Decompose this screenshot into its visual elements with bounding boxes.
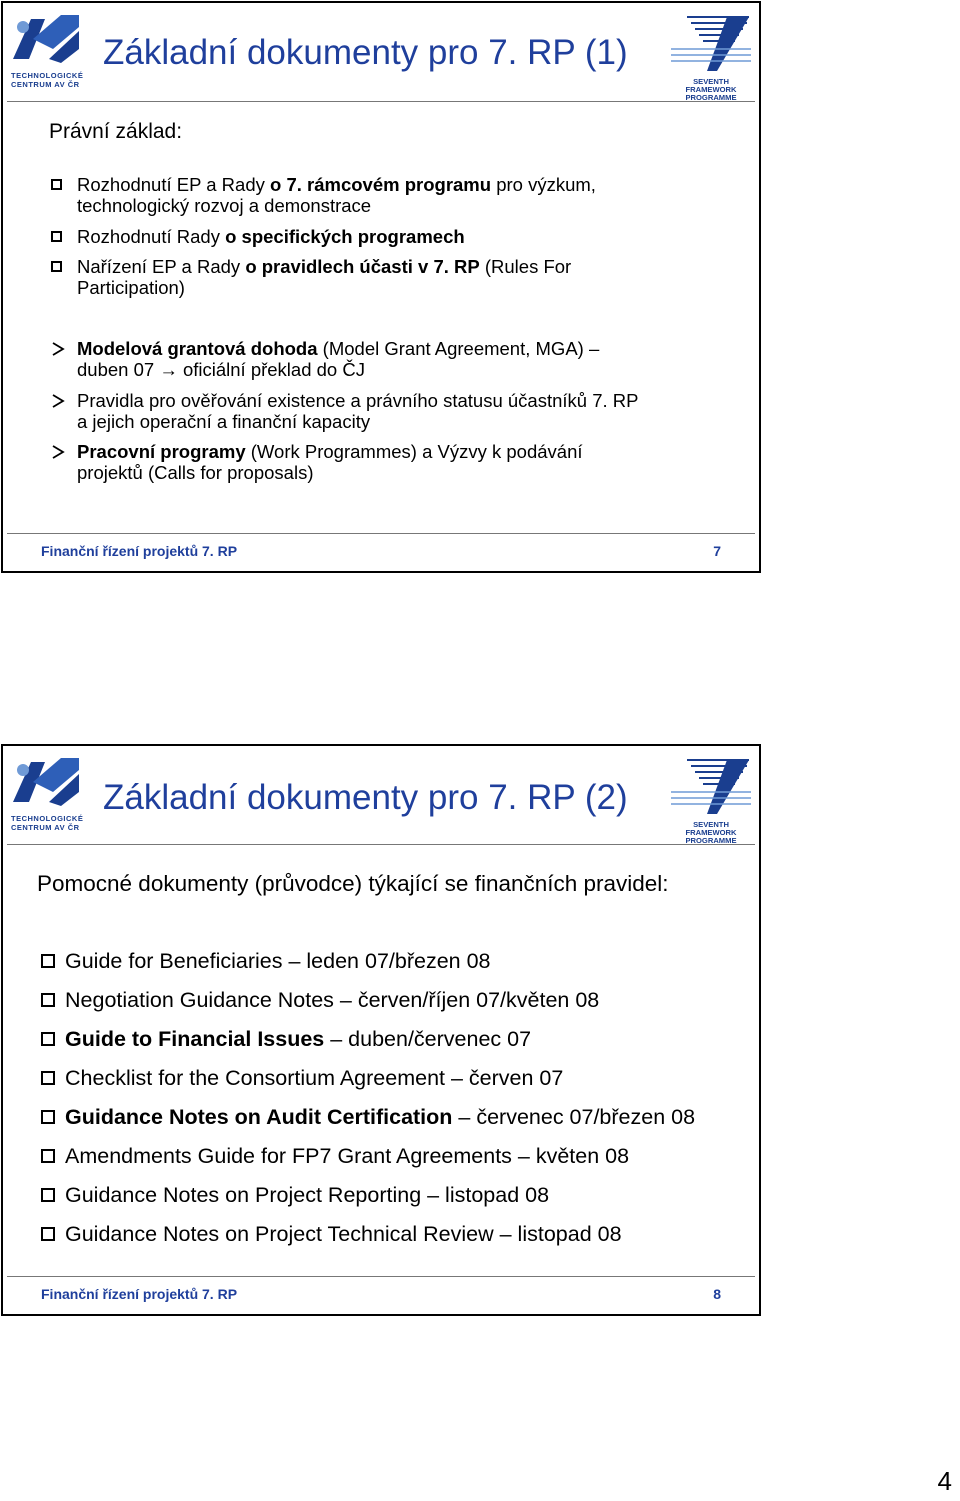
sheet-page-number: 4 xyxy=(937,1466,952,1496)
tc-logo-caption-2: CENTRUM AV ČR xyxy=(11,823,80,832)
tc-logo-caption-1: TECHNOLOGICKÉ xyxy=(11,814,84,823)
item-text: (Work Programmes) a Výzvy k podávání xyxy=(245,441,583,462)
legal-item-1 xyxy=(77,174,596,195)
item-date: – leden 07/březen 08 xyxy=(282,949,491,973)
slide-page-number: 7 xyxy=(713,543,721,559)
legal-item-1-line2: technologický rozvoj a demonstrace xyxy=(77,195,372,216)
guide-item xyxy=(65,1182,549,1208)
fp7-logo-caption-1: SEVENTH FRAMEWORK xyxy=(685,77,737,94)
item-date: – listopad 08 xyxy=(493,1222,622,1246)
item-text: Guidance Notes on Project Technical Review xyxy=(65,1222,494,1246)
item-text: Rozhodnutí Rady xyxy=(77,226,226,247)
technologicke-centrum-logo xyxy=(9,752,85,838)
square-bullet-icon xyxy=(41,1032,55,1046)
document-item-2: Pravidla pro ověřování existence a právního statusu účastníků 7. RP xyxy=(77,390,639,411)
square-bullet-icon xyxy=(41,993,55,1007)
item-text: (Rules For xyxy=(479,256,572,277)
square-bullet-icon xyxy=(41,954,55,968)
item-bold-text: Guidance Notes on Audit Certification xyxy=(65,1105,453,1129)
item-text: Guidance Notes on Project Reporting xyxy=(65,1183,422,1207)
fp7-logo-caption-2: PROGRAMME xyxy=(685,836,737,845)
item-text: Amendments Guide for FP7 Grant Agreements xyxy=(65,1144,512,1168)
footer-rule xyxy=(7,533,755,534)
guide-item xyxy=(65,987,599,1013)
item-text: oficiální překlad do ČJ xyxy=(177,359,365,380)
item-bold-text: Guide to Financial Issues xyxy=(65,1027,325,1051)
square-bullet-icon xyxy=(51,261,62,272)
item-text: Negotiation Guidance Notes xyxy=(65,988,334,1012)
seventh-framework-logo xyxy=(667,11,755,102)
tc-logo-caption-2: CENTRUM AV ČR xyxy=(11,80,80,89)
tc-logo-caption-1: TECHNOLOGICKÉ xyxy=(11,71,84,80)
subtitle: Pomocné dokumenty (průvodce) týkající se finančních pravidel: xyxy=(37,871,669,896)
slide-footer xyxy=(41,1286,721,1302)
document-item-3 xyxy=(77,441,583,462)
item-bold-text: Modelová grantová dohoda xyxy=(77,338,318,359)
slide-page-number: 8 xyxy=(713,1286,721,1302)
square-bullet-icon xyxy=(51,179,62,190)
slide-title: Základní dokumenty pro 7. RP (1) xyxy=(103,33,628,72)
item-text: Nařízení EP a Rady xyxy=(77,256,246,277)
square-bullet-icon xyxy=(41,1110,55,1124)
item-text: (Model Grant Agreement, MGA) – xyxy=(317,338,600,359)
item-date: – červen 07 xyxy=(445,1066,564,1090)
item-date: – listopad 08 xyxy=(421,1183,550,1207)
legal-item-3-line2: Participation) xyxy=(77,277,185,298)
document-item-1 xyxy=(77,338,599,359)
slide-title: Základní dokumenty pro 7. RP (2) xyxy=(103,778,628,817)
document-item-2-line2: a jejich operační a finanční kapacity xyxy=(77,411,371,432)
fp7-logo-mark-icon xyxy=(667,754,755,816)
guide-item xyxy=(65,948,491,974)
slide-footer xyxy=(41,543,721,559)
document-item-1-line2 xyxy=(77,359,365,380)
arrow-bullet-icon xyxy=(51,445,65,459)
guide-item xyxy=(65,1221,622,1247)
item-text: Checklist for the Consortium Agreement xyxy=(65,1066,445,1090)
tc-logo-mark-icon xyxy=(9,9,83,71)
square-bullet-icon xyxy=(41,1071,55,1085)
guide-item xyxy=(65,1026,531,1052)
item-date: – červen/říjen 07/květen 08 xyxy=(333,988,600,1012)
slide-1 xyxy=(1,1,761,573)
header-rule xyxy=(7,101,755,102)
guide-item xyxy=(65,1065,563,1091)
legal-item-2 xyxy=(77,226,465,247)
technologicke-centrum-logo xyxy=(9,9,85,95)
legal-item-3 xyxy=(77,256,571,277)
header-rule xyxy=(7,844,755,845)
item-bold-text: o specifických programech xyxy=(225,226,465,247)
square-bullet-icon xyxy=(41,1188,55,1202)
item-text: Rozhodnutí EP a Rady xyxy=(77,174,271,195)
footer-text: Finanční řízení projektů 7. RP xyxy=(41,1286,238,1302)
seventh-framework-logo xyxy=(667,754,755,845)
footer-text: Finanční řízení projektů 7. RP xyxy=(41,543,238,559)
fp7-logo-caption-2: PROGRAMME xyxy=(685,93,737,102)
item-text: duben 07 xyxy=(77,359,160,380)
item-bold-text: o 7. rámcovém programu xyxy=(270,174,492,195)
arrow-bullet-icon xyxy=(51,342,65,356)
document-item-3-line2: projektů (Calls for proposals) xyxy=(77,462,314,483)
right-arrow-icon: → xyxy=(159,359,178,380)
slide-2 xyxy=(1,744,761,1316)
arrow-bullet-icon xyxy=(51,394,65,408)
footer-rule xyxy=(7,1276,755,1277)
fp7-logo-caption-1: SEVENTH FRAMEWORK xyxy=(685,820,737,837)
item-text: pro výzkum, xyxy=(491,174,596,195)
item-date: – květen 08 xyxy=(511,1144,630,1168)
guide-item xyxy=(65,1143,629,1169)
square-bullet-icon xyxy=(51,231,62,242)
item-text: Guide for Beneficiaries xyxy=(65,949,283,973)
item-bold-text: Pracovní programy xyxy=(77,441,246,462)
subtitle: Právní základ: xyxy=(49,120,183,143)
item-date: – červenec 07/březen 08 xyxy=(452,1105,696,1129)
item-date: – duben/červenec 07 xyxy=(324,1027,532,1051)
square-bullet-icon xyxy=(41,1149,55,1163)
fp7-logo-mark-icon xyxy=(667,11,755,73)
item-bold-text: o pravidlech účasti v 7. RP xyxy=(245,256,480,277)
square-bullet-icon xyxy=(41,1227,55,1241)
tc-logo-mark-icon xyxy=(9,752,83,814)
guide-item xyxy=(65,1104,695,1130)
